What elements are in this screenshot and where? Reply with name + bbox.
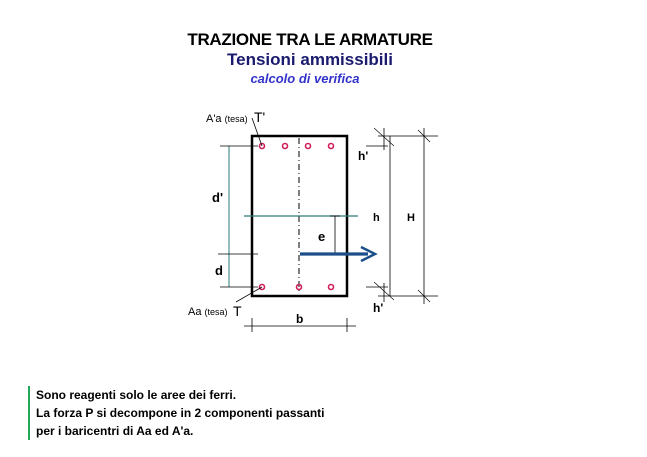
top-force-label: T' — [254, 109, 266, 125]
page-subtitle-secondary: calcolo di verifica — [250, 71, 360, 86]
dim-H-label: H — [407, 212, 415, 224]
dim-d-label: d — [215, 263, 223, 278]
top-rebar-label: A'a (tesa) — [206, 113, 248, 125]
page-subtitle: Tensioni ammissibili — [227, 50, 393, 69]
dim-h-top-label: h' — [358, 149, 369, 163]
note-line: Sono reagenti solo le aree dei ferri. — [36, 388, 237, 402]
dim-b-label: b — [296, 312, 304, 326]
note-line: per i baricentri di Aa ed A'a. — [36, 424, 194, 438]
note-line: La forza P si decompone in 2 componenti passanti — [36, 406, 325, 420]
page-title: TRAZIONE TRA LE ARMATURE — [187, 30, 433, 49]
dim-e-label: e — [318, 229, 326, 244]
dim-d-prime-label: d' — [212, 190, 224, 205]
dim-h-label: h — [373, 212, 380, 224]
dim-h-bottom-label: h' — [373, 301, 384, 315]
explanation-note — [28, 386, 325, 440]
bottom-rebars — [260, 285, 334, 290]
force-arrow — [300, 247, 375, 261]
top-rebars — [260, 144, 334, 149]
bottom-rebar-label: Aa (tesa) — [188, 306, 228, 318]
bottom-force-label: T — [233, 303, 242, 319]
